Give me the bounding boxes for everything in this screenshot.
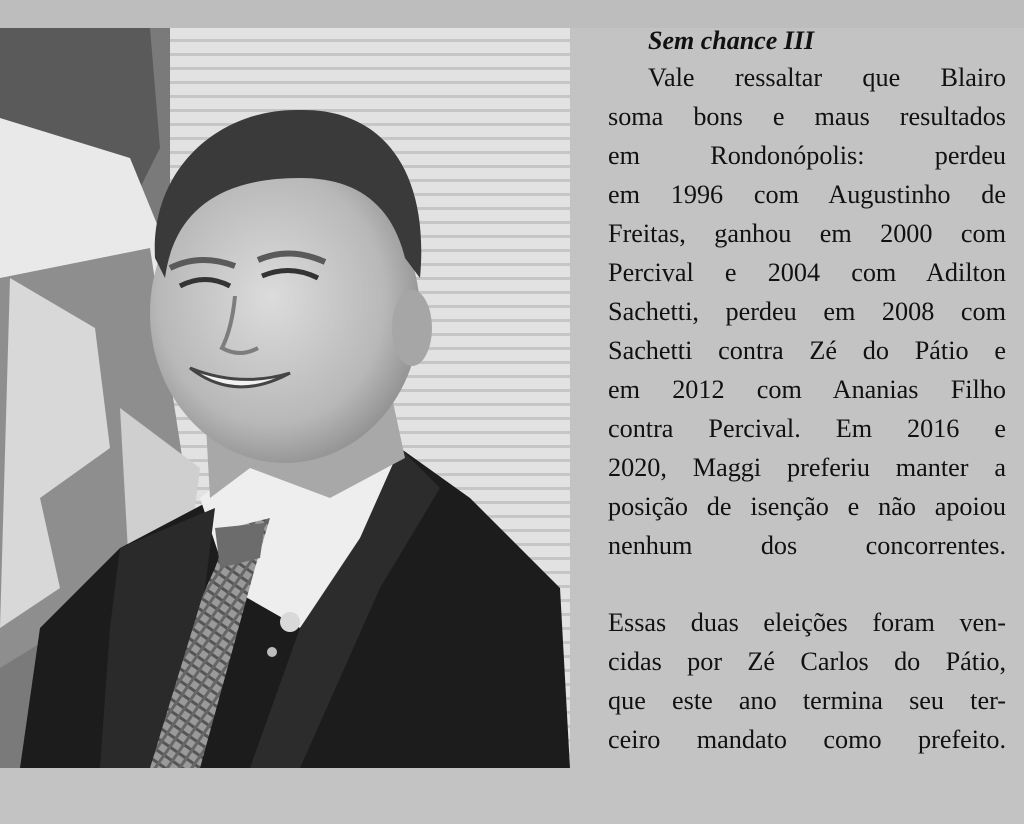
paragraph-line: Freitas, ganhou em 2000 com bbox=[608, 219, 1006, 248]
paragraph-line: Essas duas eleições foram ven- bbox=[608, 608, 1006, 637]
paragraph-line: em 2012 com Ananias Filho bbox=[608, 375, 1006, 404]
paragraph-line: Percival e 2004 com Adilton bbox=[608, 258, 1006, 287]
paragraph-line: soma bons e maus resultados bbox=[608, 102, 1006, 131]
paragraph-line: posição de isenção e não apoiou bbox=[608, 492, 1006, 521]
article-paragraph-1 bbox=[608, 58, 1006, 565]
paragraph-line: em 1996 com Augustinho de bbox=[608, 180, 1006, 209]
lapel-pin bbox=[280, 612, 300, 632]
paragraph-line: em Rondonópolis: perdeu bbox=[608, 141, 1006, 170]
paragraph-line: contra Percival. Em 2016 e bbox=[608, 414, 1006, 443]
paragraph-line: ceiro mandato como prefeito. bbox=[608, 725, 1006, 754]
paragraph-line: Vale ressaltar que Blairo bbox=[648, 63, 1006, 92]
article-paragraph-2 bbox=[608, 603, 1006, 759]
portrait-photo bbox=[0, 28, 570, 768]
paragraph-line: que este ano termina seu ter- bbox=[608, 686, 1006, 715]
paragraph-line: nenhum dos concorrentes. bbox=[608, 531, 1006, 560]
article-heading: Sem chance III bbox=[648, 26, 815, 55]
paragraph-line: cidas por Zé Carlos do Pátio, bbox=[608, 647, 1006, 676]
article-column bbox=[608, 24, 1006, 759]
paragraph-line: Sachetti, perdeu em 2008 com bbox=[608, 297, 1006, 326]
paragraph-line: Sachetti contra Zé do Pátio e bbox=[608, 336, 1006, 365]
paragraph-line: 2020, Maggi preferiu manter a bbox=[608, 453, 1006, 482]
